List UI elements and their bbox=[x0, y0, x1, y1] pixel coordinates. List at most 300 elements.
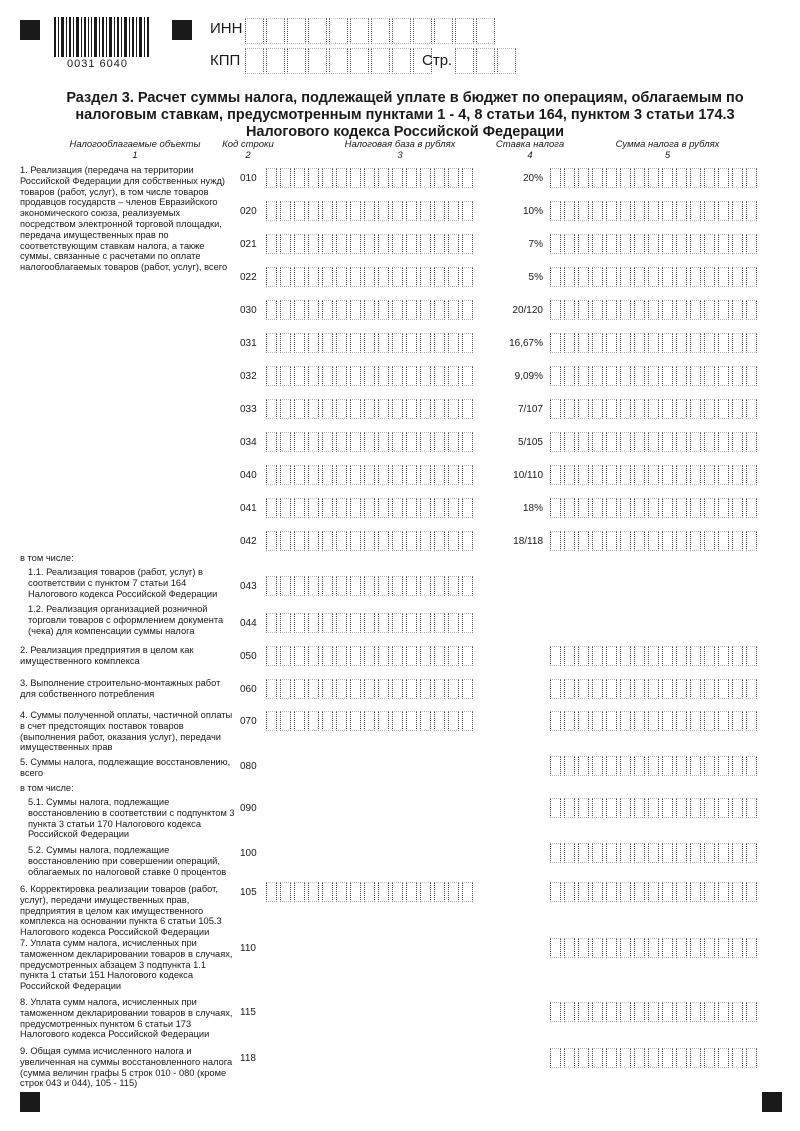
digit-cell[interactable] bbox=[378, 613, 389, 633]
digit-cell[interactable] bbox=[564, 531, 575, 551]
digit-cell[interactable] bbox=[704, 399, 715, 419]
digit-cell[interactable] bbox=[648, 938, 659, 958]
digit-cell[interactable] bbox=[718, 366, 729, 386]
digit-cell[interactable] bbox=[732, 465, 743, 485]
digit-cell[interactable] bbox=[550, 366, 561, 386]
digit-cell[interactable] bbox=[294, 613, 305, 633]
digit-cell[interactable] bbox=[294, 201, 305, 221]
digit-cell[interactable] bbox=[592, 366, 603, 386]
digit-cell[interactable] bbox=[690, 300, 701, 320]
digit-cell[interactable] bbox=[406, 646, 417, 666]
digit-cell[interactable] bbox=[364, 267, 375, 287]
digit-cell[interactable] bbox=[364, 366, 375, 386]
digit-cell[interactable] bbox=[420, 333, 431, 353]
digit-cell[interactable] bbox=[746, 300, 757, 320]
digit-cell[interactable] bbox=[406, 300, 417, 320]
digit-cell[interactable] bbox=[662, 267, 673, 287]
digit-cell[interactable] bbox=[578, 399, 589, 419]
digit-cell[interactable] bbox=[676, 938, 687, 958]
digit-cell[interactable] bbox=[308, 531, 319, 551]
digit-cell[interactable] bbox=[266, 399, 277, 419]
digit-cell[interactable] bbox=[676, 531, 687, 551]
digit-cell[interactable] bbox=[578, 333, 589, 353]
digit-cell[interactable] bbox=[294, 399, 305, 419]
tax-base-field[interactable] bbox=[266, 576, 476, 596]
digit-cell[interactable] bbox=[280, 531, 291, 551]
digit-cell[interactable] bbox=[406, 267, 417, 287]
digit-cell[interactable] bbox=[746, 399, 757, 419]
digit-cell[interactable] bbox=[448, 168, 459, 188]
digit-cell[interactable] bbox=[364, 498, 375, 518]
digit-cell[interactable] bbox=[420, 168, 431, 188]
digit-cell[interactable] bbox=[592, 531, 603, 551]
digit-cell[interactable] bbox=[392, 576, 403, 596]
digit-cell[interactable] bbox=[392, 498, 403, 518]
digit-cell[interactable] bbox=[648, 432, 659, 452]
digit-cell[interactable] bbox=[564, 711, 575, 731]
digit-cell[interactable] bbox=[350, 48, 369, 74]
digit-cell[interactable] bbox=[648, 498, 659, 518]
digit-cell[interactable] bbox=[606, 531, 617, 551]
digit-cell[interactable] bbox=[564, 498, 575, 518]
digit-cell[interactable] bbox=[704, 938, 715, 958]
digit-cell[interactable] bbox=[420, 613, 431, 633]
digit-cell[interactable] bbox=[718, 300, 729, 320]
digit-cell[interactable] bbox=[704, 267, 715, 287]
digit-cell[interactable] bbox=[564, 679, 575, 699]
digit-cell[interactable] bbox=[392, 48, 411, 74]
digit-cell[interactable] bbox=[448, 300, 459, 320]
kpp-field[interactable] bbox=[245, 48, 434, 74]
digit-cell[interactable] bbox=[606, 938, 617, 958]
digit-cell[interactable] bbox=[648, 267, 659, 287]
digit-cell[interactable] bbox=[280, 201, 291, 221]
digit-cell[interactable] bbox=[620, 234, 631, 254]
digit-cell[interactable] bbox=[336, 168, 347, 188]
digit-cell[interactable] bbox=[662, 432, 673, 452]
tax-sum-field[interactable] bbox=[550, 234, 760, 254]
digit-cell[interactable] bbox=[308, 267, 319, 287]
digit-cell[interactable] bbox=[606, 711, 617, 731]
digit-cell[interactable] bbox=[294, 366, 305, 386]
tax-base-field[interactable] bbox=[266, 432, 476, 452]
digit-cell[interactable] bbox=[434, 613, 445, 633]
digit-cell[interactable] bbox=[350, 234, 361, 254]
digit-cell[interactable] bbox=[378, 576, 389, 596]
digit-cell[interactable] bbox=[620, 333, 631, 353]
tax-sum-field[interactable] bbox=[550, 1048, 760, 1068]
digit-cell[interactable] bbox=[266, 498, 277, 518]
digit-cell[interactable] bbox=[732, 498, 743, 518]
digit-cell[interactable] bbox=[350, 882, 361, 902]
digit-cell[interactable] bbox=[690, 756, 701, 776]
tax-base-field[interactable] bbox=[266, 168, 476, 188]
digit-cell[interactable] bbox=[280, 679, 291, 699]
digit-cell[interactable] bbox=[406, 366, 417, 386]
digit-cell[interactable] bbox=[434, 646, 445, 666]
digit-cell[interactable] bbox=[406, 399, 417, 419]
digit-cell[interactable] bbox=[732, 267, 743, 287]
digit-cell[interactable] bbox=[648, 234, 659, 254]
digit-cell[interactable] bbox=[704, 711, 715, 731]
digit-cell[interactable] bbox=[322, 201, 333, 221]
digit-cell[interactable] bbox=[413, 18, 432, 44]
digit-cell[interactable] bbox=[606, 300, 617, 320]
digit-cell[interactable] bbox=[676, 646, 687, 666]
digit-cell[interactable] bbox=[662, 1048, 673, 1068]
digit-cell[interactable] bbox=[322, 366, 333, 386]
tax-sum-field[interactable] bbox=[550, 938, 760, 958]
digit-cell[interactable] bbox=[718, 333, 729, 353]
digit-cell[interactable] bbox=[634, 646, 645, 666]
digit-cell[interactable] bbox=[266, 432, 277, 452]
digit-cell[interactable] bbox=[578, 531, 589, 551]
digit-cell[interactable] bbox=[634, 267, 645, 287]
digit-cell[interactable] bbox=[329, 18, 348, 44]
digit-cell[interactable] bbox=[280, 300, 291, 320]
digit-cell[interactable] bbox=[704, 333, 715, 353]
digit-cell[interactable] bbox=[564, 843, 575, 863]
digit-cell[interactable] bbox=[746, 234, 757, 254]
digit-cell[interactable] bbox=[662, 756, 673, 776]
digit-cell[interactable] bbox=[434, 267, 445, 287]
digit-cell[interactable] bbox=[294, 498, 305, 518]
digit-cell[interactable] bbox=[336, 882, 347, 902]
digit-cell[interactable] bbox=[732, 366, 743, 386]
tax-sum-field[interactable] bbox=[550, 756, 760, 776]
digit-cell[interactable] bbox=[746, 366, 757, 386]
digit-cell[interactable] bbox=[550, 333, 561, 353]
digit-cell[interactable] bbox=[676, 201, 687, 221]
digit-cell[interactable] bbox=[392, 882, 403, 902]
digit-cell[interactable] bbox=[420, 646, 431, 666]
digit-cell[interactable] bbox=[634, 399, 645, 419]
digit-cell[interactable] bbox=[434, 168, 445, 188]
digit-cell[interactable] bbox=[592, 498, 603, 518]
digit-cell[interactable] bbox=[704, 1002, 715, 1022]
digit-cell[interactable] bbox=[690, 531, 701, 551]
digit-cell[interactable] bbox=[578, 465, 589, 485]
digit-cell[interactable] bbox=[462, 679, 473, 699]
digit-cell[interactable] bbox=[420, 679, 431, 699]
digit-cell[interactable] bbox=[378, 679, 389, 699]
digit-cell[interactable] bbox=[662, 201, 673, 221]
digit-cell[interactable] bbox=[634, 756, 645, 776]
digit-cell[interactable] bbox=[294, 711, 305, 731]
digit-cell[interactable] bbox=[350, 366, 361, 386]
digit-cell[interactable] bbox=[448, 465, 459, 485]
digit-cell[interactable] bbox=[294, 679, 305, 699]
digit-cell[interactable] bbox=[746, 168, 757, 188]
digit-cell[interactable] bbox=[704, 201, 715, 221]
digit-cell[interactable] bbox=[704, 531, 715, 551]
digit-cell[interactable] bbox=[578, 168, 589, 188]
digit-cell[interactable] bbox=[746, 679, 757, 699]
digit-cell[interactable] bbox=[287, 48, 306, 74]
digit-cell[interactable] bbox=[266, 531, 277, 551]
digit-cell[interactable] bbox=[676, 267, 687, 287]
digit-cell[interactable] bbox=[732, 646, 743, 666]
digit-cell[interactable] bbox=[690, 333, 701, 353]
digit-cell[interactable] bbox=[336, 711, 347, 731]
digit-cell[interactable] bbox=[606, 333, 617, 353]
digit-cell[interactable] bbox=[592, 432, 603, 452]
digit-cell[interactable] bbox=[732, 1048, 743, 1068]
digit-cell[interactable] bbox=[704, 843, 715, 863]
digit-cell[interactable] bbox=[578, 267, 589, 287]
digit-cell[interactable] bbox=[308, 711, 319, 731]
digit-cell[interactable] bbox=[406, 882, 417, 902]
digit-cell[interactable] bbox=[462, 234, 473, 254]
digit-cell[interactable] bbox=[564, 300, 575, 320]
digit-cell[interactable] bbox=[266, 201, 277, 221]
digit-cell[interactable] bbox=[350, 613, 361, 633]
digit-cell[interactable] bbox=[634, 1002, 645, 1022]
digit-cell[interactable] bbox=[746, 798, 757, 818]
tax-base-field[interactable] bbox=[266, 399, 476, 419]
digit-cell[interactable] bbox=[564, 234, 575, 254]
digit-cell[interactable] bbox=[578, 234, 589, 254]
digit-cell[interactable] bbox=[308, 18, 327, 44]
digit-cell[interactable] bbox=[564, 201, 575, 221]
digit-cell[interactable] bbox=[406, 613, 417, 633]
digit-cell[interactable] bbox=[364, 399, 375, 419]
digit-cell[interactable] bbox=[704, 1048, 715, 1068]
digit-cell[interactable] bbox=[620, 756, 631, 776]
digit-cell[interactable] bbox=[280, 576, 291, 596]
digit-cell[interactable] bbox=[420, 576, 431, 596]
digit-cell[interactable] bbox=[550, 168, 561, 188]
digit-cell[interactable] bbox=[718, 646, 729, 666]
digit-cell[interactable] bbox=[648, 531, 659, 551]
digit-cell[interactable] bbox=[462, 201, 473, 221]
digit-cell[interactable] bbox=[308, 168, 319, 188]
digit-cell[interactable] bbox=[648, 646, 659, 666]
digit-cell[interactable] bbox=[732, 679, 743, 699]
digit-cell[interactable] bbox=[266, 679, 277, 699]
digit-cell[interactable] bbox=[308, 679, 319, 699]
digit-cell[interactable] bbox=[662, 1002, 673, 1022]
digit-cell[interactable] bbox=[620, 300, 631, 320]
tax-base-field[interactable] bbox=[266, 300, 476, 320]
digit-cell[interactable] bbox=[266, 168, 277, 188]
digit-cell[interactable] bbox=[406, 234, 417, 254]
digit-cell[interactable] bbox=[746, 938, 757, 958]
digit-cell[interactable] bbox=[620, 798, 631, 818]
digit-cell[interactable] bbox=[732, 168, 743, 188]
digit-cell[interactable] bbox=[648, 679, 659, 699]
digit-cell[interactable] bbox=[634, 201, 645, 221]
digit-cell[interactable] bbox=[336, 366, 347, 386]
digit-cell[interactable] bbox=[364, 679, 375, 699]
digit-cell[interactable] bbox=[308, 465, 319, 485]
digit-cell[interactable] bbox=[322, 333, 333, 353]
digit-cell[interactable] bbox=[732, 333, 743, 353]
digit-cell[interactable] bbox=[392, 646, 403, 666]
digit-cell[interactable] bbox=[676, 1002, 687, 1022]
digit-cell[interactable] bbox=[448, 201, 459, 221]
digit-cell[interactable] bbox=[676, 843, 687, 863]
digit-cell[interactable] bbox=[620, 531, 631, 551]
digit-cell[interactable] bbox=[406, 498, 417, 518]
digit-cell[interactable] bbox=[280, 399, 291, 419]
digit-cell[interactable] bbox=[280, 711, 291, 731]
digit-cell[interactable] bbox=[364, 576, 375, 596]
digit-cell[interactable] bbox=[746, 333, 757, 353]
digit-cell[interactable] bbox=[704, 465, 715, 485]
digit-cell[interactable] bbox=[578, 300, 589, 320]
digit-cell[interactable] bbox=[676, 679, 687, 699]
digit-cell[interactable] bbox=[592, 798, 603, 818]
digit-cell[interactable] bbox=[564, 432, 575, 452]
digit-cell[interactable] bbox=[392, 465, 403, 485]
digit-cell[interactable] bbox=[676, 798, 687, 818]
digit-cell[interactable] bbox=[245, 18, 264, 44]
digit-cell[interactable] bbox=[690, 646, 701, 666]
digit-cell[interactable] bbox=[280, 333, 291, 353]
digit-cell[interactable] bbox=[266, 234, 277, 254]
digit-cell[interactable] bbox=[434, 234, 445, 254]
digit-cell[interactable] bbox=[620, 1002, 631, 1022]
digit-cell[interactable] bbox=[434, 679, 445, 699]
digit-cell[interactable] bbox=[550, 1002, 561, 1022]
digit-cell[interactable] bbox=[676, 234, 687, 254]
digit-cell[interactable] bbox=[578, 679, 589, 699]
digit-cell[interactable] bbox=[578, 646, 589, 666]
digit-cell[interactable] bbox=[245, 48, 264, 74]
digit-cell[interactable] bbox=[550, 498, 561, 518]
digit-cell[interactable] bbox=[280, 168, 291, 188]
digit-cell[interactable] bbox=[392, 366, 403, 386]
digit-cell[interactable] bbox=[350, 531, 361, 551]
digit-cell[interactable] bbox=[634, 711, 645, 731]
digit-cell[interactable] bbox=[746, 465, 757, 485]
digit-cell[interactable] bbox=[497, 48, 516, 74]
digit-cell[interactable] bbox=[322, 576, 333, 596]
digit-cell[interactable] bbox=[648, 168, 659, 188]
digit-cell[interactable] bbox=[592, 756, 603, 776]
digit-cell[interactable] bbox=[634, 366, 645, 386]
digit-cell[interactable] bbox=[690, 938, 701, 958]
digit-cell[interactable] bbox=[434, 576, 445, 596]
digit-cell[interactable] bbox=[648, 1048, 659, 1068]
inn-field[interactable] bbox=[245, 18, 497, 44]
digit-cell[interactable] bbox=[578, 498, 589, 518]
digit-cell[interactable] bbox=[550, 399, 561, 419]
digit-cell[interactable] bbox=[364, 646, 375, 666]
digit-cell[interactable] bbox=[732, 432, 743, 452]
digit-cell[interactable] bbox=[676, 1048, 687, 1068]
digit-cell[interactable] bbox=[266, 366, 277, 386]
digit-cell[interactable] bbox=[364, 432, 375, 452]
digit-cell[interactable] bbox=[462, 531, 473, 551]
digit-cell[interactable] bbox=[564, 646, 575, 666]
digit-cell[interactable] bbox=[322, 498, 333, 518]
digit-cell[interactable] bbox=[336, 531, 347, 551]
digit-cell[interactable] bbox=[606, 798, 617, 818]
digit-cell[interactable] bbox=[392, 711, 403, 731]
digit-cell[interactable] bbox=[592, 465, 603, 485]
digit-cell[interactable] bbox=[732, 756, 743, 776]
digit-cell[interactable] bbox=[420, 366, 431, 386]
digit-cell[interactable] bbox=[634, 234, 645, 254]
digit-cell[interactable] bbox=[550, 843, 561, 863]
digit-cell[interactable] bbox=[676, 465, 687, 485]
digit-cell[interactable] bbox=[364, 333, 375, 353]
digit-cell[interactable] bbox=[364, 882, 375, 902]
digit-cell[interactable] bbox=[550, 756, 561, 776]
digit-cell[interactable] bbox=[420, 711, 431, 731]
digit-cell[interactable] bbox=[634, 531, 645, 551]
digit-cell[interactable] bbox=[392, 333, 403, 353]
tax-base-field[interactable] bbox=[266, 498, 476, 518]
digit-cell[interactable] bbox=[662, 333, 673, 353]
digit-cell[interactable] bbox=[704, 882, 715, 902]
digit-cell[interactable] bbox=[620, 399, 631, 419]
digit-cell[interactable] bbox=[606, 1048, 617, 1068]
digit-cell[interactable] bbox=[476, 48, 495, 74]
tax-base-field[interactable] bbox=[266, 465, 476, 485]
digit-cell[interactable] bbox=[336, 465, 347, 485]
digit-cell[interactable] bbox=[620, 432, 631, 452]
digit-cell[interactable] bbox=[434, 18, 453, 44]
digit-cell[interactable] bbox=[308, 613, 319, 633]
digit-cell[interactable] bbox=[676, 882, 687, 902]
digit-cell[interactable] bbox=[578, 882, 589, 902]
tax-sum-field[interactable] bbox=[550, 646, 760, 666]
digit-cell[interactable] bbox=[718, 711, 729, 731]
digit-cell[interactable] bbox=[420, 300, 431, 320]
digit-cell[interactable] bbox=[550, 1048, 561, 1068]
digit-cell[interactable] bbox=[434, 465, 445, 485]
digit-cell[interactable] bbox=[746, 646, 757, 666]
digit-cell[interactable] bbox=[648, 756, 659, 776]
digit-cell[interactable] bbox=[718, 168, 729, 188]
digit-cell[interactable] bbox=[420, 432, 431, 452]
digit-cell[interactable] bbox=[406, 201, 417, 221]
digit-cell[interactable] bbox=[690, 432, 701, 452]
digit-cell[interactable] bbox=[364, 531, 375, 551]
digit-cell[interactable] bbox=[378, 711, 389, 731]
digit-cell[interactable] bbox=[620, 168, 631, 188]
digit-cell[interactable] bbox=[462, 646, 473, 666]
digit-cell[interactable] bbox=[550, 882, 561, 902]
digit-cell[interactable] bbox=[280, 234, 291, 254]
digit-cell[interactable] bbox=[448, 531, 459, 551]
digit-cell[interactable] bbox=[662, 366, 673, 386]
digit-cell[interactable] bbox=[364, 465, 375, 485]
digit-cell[interactable] bbox=[434, 531, 445, 551]
digit-cell[interactable] bbox=[336, 333, 347, 353]
digit-cell[interactable] bbox=[280, 432, 291, 452]
digit-cell[interactable] bbox=[266, 18, 285, 44]
digit-cell[interactable] bbox=[392, 679, 403, 699]
digit-cell[interactable] bbox=[732, 843, 743, 863]
digit-cell[interactable] bbox=[322, 882, 333, 902]
tax-sum-field[interactable] bbox=[550, 679, 760, 699]
digit-cell[interactable] bbox=[620, 882, 631, 902]
digit-cell[interactable] bbox=[462, 882, 473, 902]
digit-cell[interactable] bbox=[606, 366, 617, 386]
digit-cell[interactable] bbox=[648, 711, 659, 731]
tax-base-field[interactable] bbox=[266, 646, 476, 666]
digit-cell[interactable] bbox=[336, 201, 347, 221]
digit-cell[interactable] bbox=[634, 333, 645, 353]
digit-cell[interactable] bbox=[322, 267, 333, 287]
digit-cell[interactable] bbox=[350, 711, 361, 731]
digit-cell[interactable] bbox=[578, 432, 589, 452]
digit-cell[interactable] bbox=[690, 843, 701, 863]
